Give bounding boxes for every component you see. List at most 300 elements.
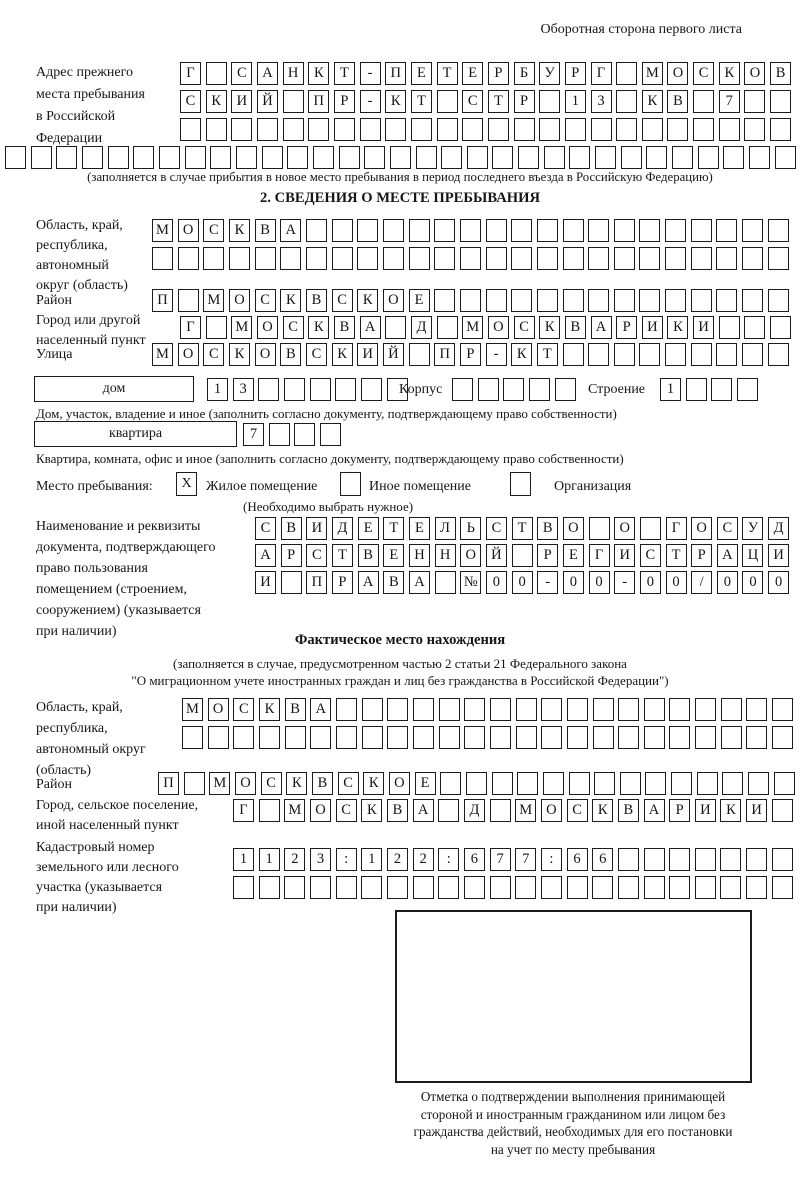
char-cell bbox=[437, 90, 458, 113]
char-cell: Г bbox=[180, 316, 201, 339]
char-cell bbox=[593, 698, 614, 721]
char-cell bbox=[693, 90, 714, 113]
char-cell: Г bbox=[589, 544, 610, 567]
char-cell: Б bbox=[514, 62, 535, 85]
char-cell bbox=[281, 571, 302, 594]
label-line: автономный bbox=[36, 258, 109, 273]
char-cell bbox=[503, 378, 524, 401]
label-line: Адрес прежнего bbox=[36, 65, 133, 80]
char-cell: 2 bbox=[387, 848, 408, 871]
char-cell: А bbox=[255, 544, 276, 567]
char-cell bbox=[511, 219, 532, 242]
char-cell: Т bbox=[411, 90, 432, 113]
char-cell bbox=[618, 876, 639, 899]
char-cell bbox=[529, 378, 550, 401]
char-cell bbox=[518, 146, 539, 169]
char-cell: А bbox=[409, 571, 430, 594]
char-cell: И bbox=[255, 571, 276, 594]
char-cell: 0 bbox=[717, 571, 738, 594]
korpus-cells bbox=[452, 378, 580, 401]
char-cell: О bbox=[744, 62, 765, 85]
char-cell: Н bbox=[435, 544, 456, 567]
char-cell: Т bbox=[332, 544, 353, 567]
char-cell: Е bbox=[462, 62, 483, 85]
char-cell: Д bbox=[411, 316, 432, 339]
char-cell bbox=[462, 118, 483, 141]
char-cell: А bbox=[280, 219, 301, 242]
stroenie-label: Строение bbox=[588, 382, 646, 397]
char-cell bbox=[721, 698, 742, 721]
label-line: при наличии) bbox=[36, 900, 117, 915]
char-cell bbox=[184, 772, 205, 795]
char-cell bbox=[691, 343, 712, 366]
char-cell bbox=[742, 247, 763, 270]
char-cell bbox=[385, 316, 406, 339]
char-cell bbox=[486, 289, 507, 312]
char-cell bbox=[203, 247, 224, 270]
char-cell: К bbox=[229, 343, 250, 366]
char-cell bbox=[283, 90, 304, 113]
char-cell: К bbox=[667, 316, 688, 339]
label-line: Кадастровый номер bbox=[36, 840, 155, 855]
char-cell: А bbox=[591, 316, 612, 339]
char-cell bbox=[336, 876, 357, 899]
char-cell: С bbox=[255, 517, 276, 540]
char-cell bbox=[720, 876, 741, 899]
char-cell bbox=[488, 118, 509, 141]
char-cell bbox=[737, 378, 758, 401]
char-cell: О bbox=[541, 799, 562, 822]
char-cell bbox=[439, 698, 460, 721]
char-cell: О bbox=[389, 772, 410, 795]
char-cell: 1 bbox=[259, 848, 280, 871]
char-cell: О bbox=[257, 316, 278, 339]
city-row bbox=[180, 316, 796, 339]
char-cell: У bbox=[742, 517, 763, 540]
char-cell: С bbox=[338, 772, 359, 795]
label-line: Отметка о подтверждении выполнения принимающей bbox=[420, 1089, 726, 1104]
char-cell bbox=[387, 698, 408, 721]
char-cell bbox=[515, 876, 536, 899]
char-cell bbox=[332, 247, 353, 270]
char-cell bbox=[308, 118, 329, 141]
house-cells bbox=[207, 378, 412, 401]
char-cell: А bbox=[358, 571, 379, 594]
fact-city-row bbox=[233, 799, 797, 822]
char-cell bbox=[339, 146, 360, 169]
char-cell: Е bbox=[409, 517, 430, 540]
char-cell bbox=[416, 146, 437, 169]
stroenie-cells bbox=[660, 378, 763, 401]
region-label bbox=[36, 216, 128, 296]
char-cell bbox=[514, 118, 535, 141]
char-cell: Г bbox=[233, 799, 254, 822]
char-cell: : bbox=[541, 848, 562, 871]
char-cell: А bbox=[360, 316, 381, 339]
actual-location-title: Фактическое место нахождения bbox=[294, 632, 506, 648]
char-cell bbox=[439, 726, 460, 749]
char-cell bbox=[646, 146, 667, 169]
char-cell: 3 bbox=[310, 848, 331, 871]
char-cell: Р bbox=[332, 571, 353, 594]
char-cell: Д bbox=[464, 799, 485, 822]
char-cell bbox=[231, 118, 252, 141]
label-line: Область, край, bbox=[36, 700, 123, 715]
char-cell: К bbox=[332, 343, 353, 366]
char-cell bbox=[614, 219, 635, 242]
char-cell bbox=[616, 90, 637, 113]
char-cell: М bbox=[182, 698, 203, 721]
char-cell: Д bbox=[332, 517, 353, 540]
label-line: право пользования bbox=[36, 561, 148, 576]
char-cell bbox=[589, 517, 610, 540]
char-cell bbox=[537, 247, 558, 270]
char-cell: К bbox=[259, 698, 280, 721]
char-cell bbox=[434, 247, 455, 270]
char-cell: К bbox=[539, 316, 560, 339]
char-cell bbox=[588, 343, 609, 366]
label-line: при наличии) bbox=[36, 624, 117, 639]
char-cell bbox=[310, 378, 331, 401]
char-cell: М bbox=[152, 219, 173, 242]
char-cell: В bbox=[565, 316, 586, 339]
region-row-1 bbox=[152, 219, 793, 242]
char-cell: П bbox=[306, 571, 327, 594]
char-cell: Е bbox=[415, 772, 436, 795]
char-cell bbox=[492, 772, 513, 795]
char-cell bbox=[618, 726, 639, 749]
char-cell bbox=[719, 316, 740, 339]
char-cell: 7 bbox=[490, 848, 511, 871]
char-cell bbox=[614, 247, 635, 270]
stay-option-label-other: Иное помещение bbox=[369, 479, 471, 494]
char-cell bbox=[665, 219, 686, 242]
char-cell bbox=[744, 118, 765, 141]
char-cell: 1 bbox=[565, 90, 586, 113]
char-cell bbox=[294, 423, 315, 446]
char-cell bbox=[313, 146, 334, 169]
char-cell: В bbox=[618, 799, 639, 822]
char-cell: П bbox=[308, 90, 329, 113]
char-cell: И bbox=[695, 799, 716, 822]
fact-region-row-2 bbox=[182, 726, 798, 749]
char-cell: С bbox=[231, 62, 252, 85]
char-cell bbox=[537, 289, 558, 312]
char-cell bbox=[287, 146, 308, 169]
label-line: республика, bbox=[36, 721, 108, 736]
stay-option-checkbox-other bbox=[340, 472, 361, 496]
char-cell: В bbox=[334, 316, 355, 339]
char-cell: Г bbox=[666, 517, 687, 540]
char-cell: М bbox=[515, 799, 536, 822]
char-cell: К bbox=[308, 316, 329, 339]
char-cell bbox=[466, 772, 487, 795]
label-line: (заполняется в случае, предусмотренном частью 2 статьи 21 Федерального закона bbox=[173, 656, 627, 671]
char-cell bbox=[569, 146, 590, 169]
char-cell bbox=[362, 726, 383, 749]
char-cell: С bbox=[283, 316, 304, 339]
document-label bbox=[36, 516, 216, 642]
char-cell bbox=[591, 118, 612, 141]
char-cell bbox=[361, 378, 382, 401]
char-cell bbox=[691, 289, 712, 312]
char-cell bbox=[383, 219, 404, 242]
char-cell bbox=[437, 316, 458, 339]
char-cell bbox=[236, 146, 257, 169]
char-cell bbox=[511, 247, 532, 270]
char-cell bbox=[206, 118, 227, 141]
char-cell bbox=[772, 726, 793, 749]
char-cell: А bbox=[257, 62, 278, 85]
char-cell: - bbox=[614, 571, 635, 594]
char-cell bbox=[460, 247, 481, 270]
cadastre-row-2 bbox=[233, 876, 797, 899]
char-cell: В bbox=[358, 544, 379, 567]
char-cell: И bbox=[642, 316, 663, 339]
char-cell: О bbox=[178, 343, 199, 366]
char-cell: К bbox=[280, 289, 301, 312]
char-cell: Р bbox=[537, 544, 558, 567]
char-cell bbox=[362, 698, 383, 721]
char-cell bbox=[691, 219, 712, 242]
char-cell bbox=[541, 698, 562, 721]
char-cell: 0 bbox=[589, 571, 610, 594]
char-cell: Р bbox=[616, 316, 637, 339]
char-cell: К bbox=[642, 90, 663, 113]
char-cell bbox=[56, 146, 77, 169]
char-cell bbox=[639, 289, 660, 312]
char-cell bbox=[749, 146, 770, 169]
char-cell: Е bbox=[411, 62, 432, 85]
char-cell bbox=[387, 726, 408, 749]
char-cell bbox=[594, 772, 615, 795]
char-cell bbox=[616, 62, 637, 85]
char-cell bbox=[770, 90, 791, 113]
label-line: Город или другой bbox=[36, 313, 141, 328]
region-row-2 bbox=[152, 247, 793, 270]
char-cell: Н bbox=[409, 544, 430, 567]
char-cell: А bbox=[717, 544, 738, 567]
char-cell bbox=[539, 90, 560, 113]
char-cell: Р bbox=[669, 799, 690, 822]
house-note: Дом, участок, владение и иное (заполнить согласно документу, подтверждающему право собственности) bbox=[36, 406, 617, 421]
char-cell: Е bbox=[383, 544, 404, 567]
char-cell bbox=[490, 726, 511, 749]
char-cell bbox=[434, 289, 455, 312]
char-cell bbox=[695, 726, 716, 749]
page-side-note: Оборотная сторона первого листа bbox=[540, 22, 742, 37]
district-row bbox=[152, 289, 793, 312]
prev-address-row-1 bbox=[180, 62, 796, 85]
char-cell: О bbox=[691, 517, 712, 540]
char-cell bbox=[770, 118, 791, 141]
char-cell bbox=[133, 146, 154, 169]
char-cell: И bbox=[768, 544, 789, 567]
char-cell bbox=[645, 772, 666, 795]
char-cell: А bbox=[644, 799, 665, 822]
char-cell: К bbox=[511, 343, 532, 366]
house-box: дом bbox=[34, 376, 194, 402]
char-cell: 0 bbox=[768, 571, 789, 594]
prev-address-note: (заполняется в случае прибытия в новое место пребывания в период последнего въезда в Российскую Федерацию) bbox=[87, 170, 713, 184]
char-cell bbox=[698, 146, 719, 169]
char-cell bbox=[255, 247, 276, 270]
char-cell: В bbox=[280, 343, 301, 366]
char-cell bbox=[492, 146, 513, 169]
char-cell bbox=[206, 316, 227, 339]
char-cell: О bbox=[460, 544, 481, 567]
char-cell: 0 bbox=[563, 571, 584, 594]
char-cell bbox=[669, 848, 690, 871]
fact-district-label: Район bbox=[36, 777, 72, 792]
char-cell bbox=[588, 219, 609, 242]
char-cell bbox=[772, 876, 793, 899]
char-cell bbox=[544, 146, 565, 169]
char-cell: 1 bbox=[660, 378, 681, 401]
char-cell: М bbox=[642, 62, 663, 85]
char-cell bbox=[742, 219, 763, 242]
char-cell: Р bbox=[460, 343, 481, 366]
char-cell bbox=[511, 289, 532, 312]
char-cell bbox=[467, 146, 488, 169]
char-cell bbox=[746, 726, 767, 749]
char-cell bbox=[746, 698, 767, 721]
char-cell: 3 bbox=[233, 378, 254, 401]
char-cell: 3 bbox=[591, 90, 612, 113]
char-cell: С bbox=[261, 772, 282, 795]
stay-type-label: Место пребывания: bbox=[36, 479, 153, 494]
actual-location-subtitle bbox=[0, 656, 800, 689]
char-cell: П bbox=[434, 343, 455, 366]
char-cell: 2 bbox=[413, 848, 434, 871]
char-cell bbox=[464, 698, 485, 721]
char-cell bbox=[640, 517, 661, 540]
char-cell: М bbox=[203, 289, 224, 312]
street-label: Улица bbox=[36, 347, 73, 362]
char-cell bbox=[567, 726, 588, 749]
label-line: участка (указывается bbox=[36, 880, 163, 895]
char-cell bbox=[383, 247, 404, 270]
char-cell bbox=[593, 726, 614, 749]
char-cell: С bbox=[693, 62, 714, 85]
char-cell: Т bbox=[437, 62, 458, 85]
char-cell bbox=[644, 726, 665, 749]
char-cell bbox=[437, 118, 458, 141]
char-cell bbox=[775, 146, 796, 169]
char-cell: В bbox=[255, 219, 276, 242]
char-cell: Т bbox=[666, 544, 687, 567]
label-line: Наименование и реквизиты bbox=[36, 519, 201, 534]
char-cell bbox=[259, 726, 280, 749]
char-cell: Е bbox=[409, 289, 430, 312]
char-cell bbox=[720, 848, 741, 871]
prev-address-row-3 bbox=[180, 118, 796, 141]
char-cell: Н bbox=[283, 62, 304, 85]
char-cell bbox=[180, 118, 201, 141]
char-cell bbox=[744, 90, 765, 113]
char-cell bbox=[716, 247, 737, 270]
label-line: земельного или лесного bbox=[36, 860, 179, 875]
char-cell bbox=[411, 118, 432, 141]
document-row-3 bbox=[255, 571, 794, 594]
char-cell bbox=[768, 219, 789, 242]
char-cell: В bbox=[667, 90, 688, 113]
label-line: Город, сельское поселение, bbox=[36, 798, 199, 813]
char-cell bbox=[742, 289, 763, 312]
char-cell: О bbox=[235, 772, 256, 795]
char-cell bbox=[512, 544, 533, 567]
char-cell bbox=[669, 726, 690, 749]
char-cell: О bbox=[614, 517, 635, 540]
char-cell: С bbox=[255, 289, 276, 312]
char-cell bbox=[208, 726, 229, 749]
char-cell bbox=[413, 876, 434, 899]
label-line: стороной и иностранным гражданином или лицом без bbox=[420, 1106, 726, 1122]
char-cell: 1 bbox=[207, 378, 228, 401]
label-line: помещением (строением, bbox=[36, 582, 187, 597]
char-cell bbox=[618, 698, 639, 721]
stay-option-checkbox-organization bbox=[510, 472, 531, 496]
label-line: "О миграционном учете иностранных граждан и лиц без гражданства в Российской Федерации") bbox=[131, 672, 669, 688]
char-cell bbox=[772, 848, 793, 871]
stamp-note bbox=[373, 1088, 773, 1158]
char-cell bbox=[259, 799, 280, 822]
char-cell bbox=[516, 726, 537, 749]
char-cell bbox=[413, 726, 434, 749]
char-cell: Т bbox=[512, 517, 533, 540]
label-line: Федерации bbox=[36, 131, 103, 146]
char-cell bbox=[616, 118, 637, 141]
char-cell bbox=[258, 378, 279, 401]
document-row-1 bbox=[255, 517, 794, 540]
char-cell: С bbox=[332, 289, 353, 312]
char-cell bbox=[695, 848, 716, 871]
char-cell: Л bbox=[435, 517, 456, 540]
char-cell: И bbox=[306, 517, 327, 540]
label-line: округ (область) bbox=[36, 278, 128, 293]
char-cell: Т bbox=[383, 517, 404, 540]
char-cell: 0 bbox=[512, 571, 533, 594]
char-cell bbox=[185, 146, 206, 169]
char-cell: К bbox=[592, 799, 613, 822]
fact-region-row-1 bbox=[182, 698, 798, 721]
char-cell bbox=[178, 289, 199, 312]
stay-option-label-organization: Организация bbox=[554, 479, 632, 494]
char-cell bbox=[563, 247, 584, 270]
char-cell bbox=[567, 876, 588, 899]
char-cell bbox=[620, 772, 641, 795]
label-line: гражданства действий, необходимых для его постановки bbox=[413, 1124, 733, 1140]
char-cell: 2 bbox=[284, 848, 305, 871]
char-cell bbox=[722, 772, 743, 795]
char-cell bbox=[563, 219, 584, 242]
char-cell bbox=[361, 876, 382, 899]
prev-address-row-2 bbox=[180, 90, 796, 113]
char-cell: Т bbox=[488, 90, 509, 113]
char-cell bbox=[744, 316, 765, 339]
char-cell: С bbox=[486, 517, 507, 540]
char-cell: - bbox=[360, 90, 381, 113]
char-cell: О bbox=[255, 343, 276, 366]
char-cell bbox=[768, 247, 789, 270]
char-cell: О bbox=[310, 799, 331, 822]
char-cell bbox=[486, 219, 507, 242]
char-cell bbox=[516, 698, 537, 721]
char-cell: 0 bbox=[486, 571, 507, 594]
char-cell: К bbox=[308, 62, 329, 85]
char-cell bbox=[233, 876, 254, 899]
label-line: (область) bbox=[36, 763, 92, 778]
